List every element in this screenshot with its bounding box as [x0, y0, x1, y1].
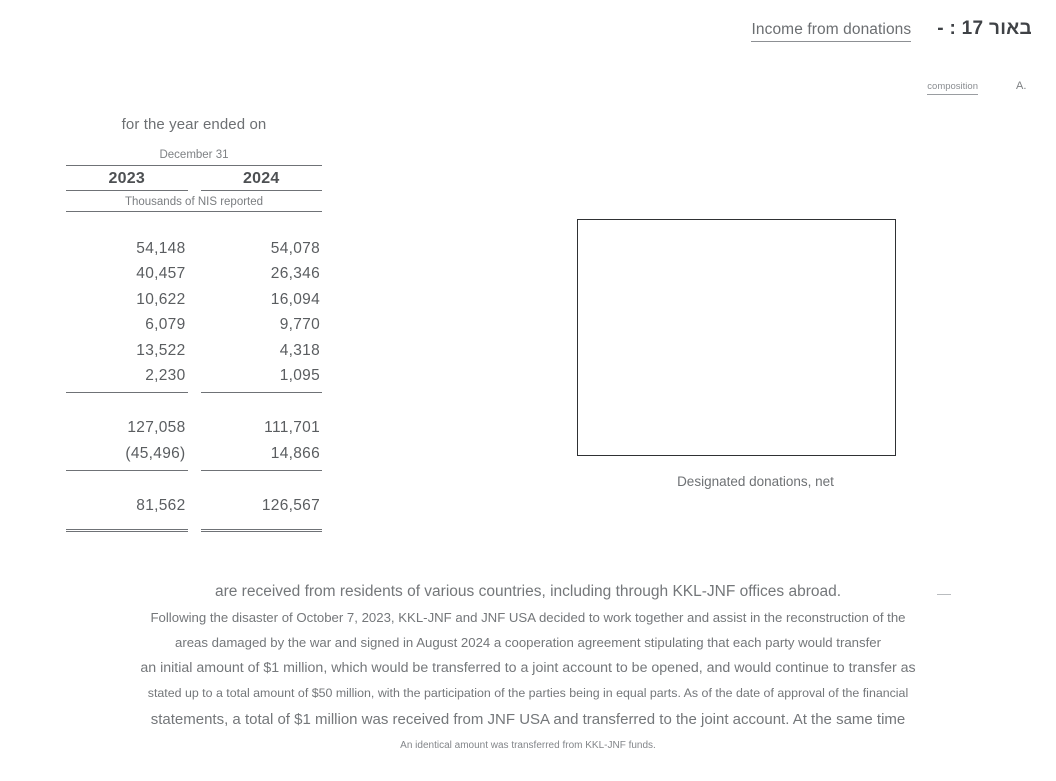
subtotal-2023: 127,058 — [127, 419, 186, 437]
table-row-adjustment — [66, 445, 322, 470]
dash-mark-icon — [937, 594, 951, 595]
body-line-4: an initial amount of $1 million, which would be transferred to a joint account to be opened, and would continue to transfer as — [140, 660, 916, 676]
cell-2023: 10,622 — [136, 290, 186, 308]
table-row — [66, 291, 322, 316]
designated-donations-box — [577, 219, 896, 456]
page-title: Income from donations — [751, 21, 911, 42]
body-line-2: Following the disaster of October 7, 2023, KKL-JNF and JNF USA decided to work together and assist in the reconstruction of the — [150, 610, 906, 625]
subtotal-2024: 111,701 — [264, 419, 320, 437]
body-line-7-footnote: An identical amount was transferred from KKL-JNF funds. — [400, 740, 656, 751]
rule-2024 — [201, 470, 323, 471]
cell-2024: 1,095 — [279, 366, 320, 384]
rule-2024 — [201, 529, 323, 533]
composition-row — [0, 80, 1032, 95]
table-row-subtotal — [66, 419, 322, 444]
cell-2024: 54,078 — [270, 240, 320, 257]
table-row — [66, 367, 322, 392]
cell-2023: 2,230 — [145, 366, 186, 384]
table-gap — [66, 393, 322, 419]
table-column-headers — [66, 170, 322, 188]
section-letter: A. — [1016, 80, 1027, 92]
table-gap — [66, 471, 322, 497]
designated-donations-caption: Designated donations, net — [677, 474, 834, 489]
body-line-3: areas damaged by the war and signed in August 2024 a cooperation agreement stipulating that each party would transfer — [175, 635, 881, 650]
table-row — [66, 265, 322, 290]
cell-2023: 54,148 — [136, 240, 186, 257]
column-header-2023: 2023 — [108, 170, 145, 187]
body-line-1: are received from residents of various countries, including through KKL-JNF offices abroad. — [214, 583, 842, 600]
adjustment-2024: 14,866 — [270, 444, 320, 462]
table-rule-under-years — [66, 190, 322, 191]
total-2024: 126,567 — [261, 497, 320, 515]
table-row — [66, 316, 322, 341]
rule-2023 — [66, 392, 188, 393]
total-2023: 81,562 — [136, 497, 186, 515]
body-line-6: statements, a total of $1 million was received from JNF USA and transferred to the joint account. At the same time — [150, 711, 906, 728]
cell-2023: 40,457 — [136, 265, 186, 283]
note-number-label: באור 17 : - — [937, 18, 1032, 39]
table-row — [66, 342, 322, 367]
cell-2024: 16,094 — [270, 290, 320, 308]
cell-2023: 6,079 — [145, 316, 186, 334]
rule-2023 — [66, 470, 188, 471]
table-row-total — [66, 497, 322, 522]
rule-2024 — [201, 190, 323, 191]
cell-2024: 4,318 — [279, 341, 320, 359]
body-line-5: stated up to a total amount of $50 million, with the participation of the parties being in equal parts. As of the date of approval of the financial — [147, 686, 909, 700]
table-rule-top — [66, 165, 322, 166]
note-header — [0, 18, 1032, 42]
adjustment-2023: (45,496) — [125, 444, 186, 462]
table-row — [66, 240, 322, 265]
units-label: Thousands of NIS reported — [124, 196, 264, 208]
composition-label: composition — [927, 81, 978, 95]
table-rule-double-total — [66, 529, 322, 533]
table-rule-under-units — [66, 211, 322, 212]
donations-table — [66, 116, 322, 532]
rule-2023 — [66, 190, 188, 191]
table-caption: for the year ended on — [121, 116, 267, 133]
rule-2023 — [66, 529, 188, 533]
cell-2024: 26,346 — [270, 265, 320, 283]
note-body-text — [40, 583, 1016, 751]
cell-2023: 13,522 — [136, 341, 186, 359]
cell-2024: 9,770 — [279, 316, 320, 334]
period-label: December 31 — [159, 149, 229, 161]
table-body — [66, 240, 322, 392]
column-header-2024: 2024 — [243, 170, 280, 187]
rule-2024 — [201, 392, 323, 393]
